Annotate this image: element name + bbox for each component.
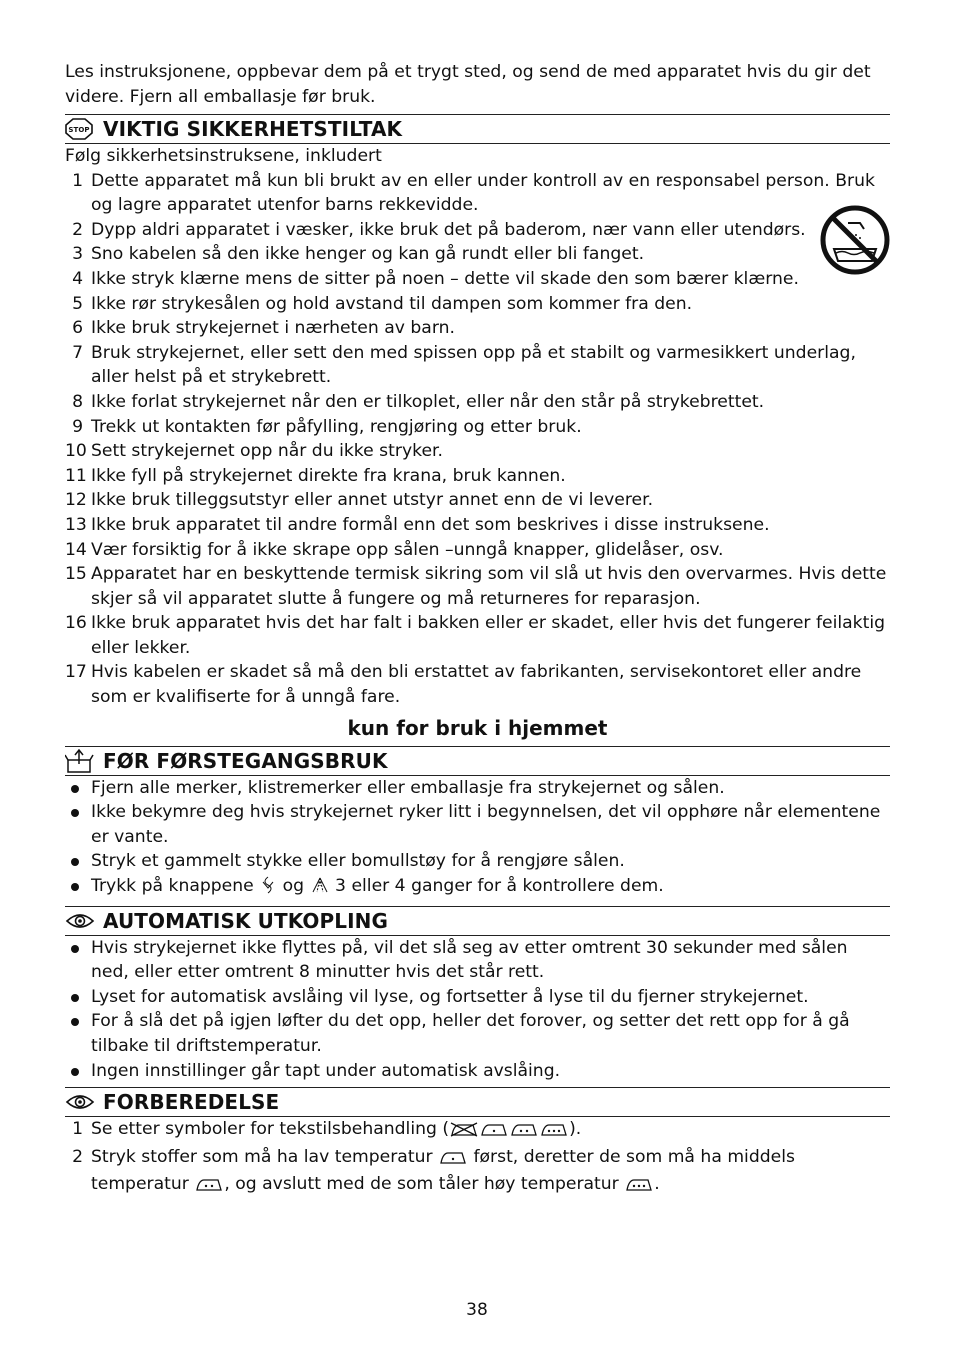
list-item: 12 Ikke bruk tilleggsutstyr eller annet utstyr annet enn de vi leverer. — [65, 490, 654, 511]
safety-list — [65, 169, 890, 710]
list-item: 15 Apparatet har en beskyttende termisk sikring som vil slå ut hvis den overvarmes. Hvis dette skjer så vil apparatet slutte å fungere og må returneres for reparasjon. — [65, 564, 887, 609]
svg-text:STOP: STOP — [68, 126, 90, 134]
iron-medium-icon — [194, 1175, 224, 1200]
list-item: 6 Ikke bruk strykejernet i nærheten av barn. — [72, 318, 455, 339]
home-use-note: kun for bruk i hjemmet — [347, 715, 608, 740]
no-bath-icon — [820, 205, 888, 273]
steam-shot-icon — [259, 876, 277, 902]
list-item: Lyset for automatisk avslåing vil lyse, og fortsetter å lyse til du fjerner strykejernet. — [65, 985, 890, 1010]
list-item: Ikke bekymre deg hvis strykejernet ryker litt i begynnelsen, det vil opphøre når elementene er vante. — [65, 800, 890, 849]
iron-high-icon — [539, 1120, 569, 1145]
list-item: 2 Dypp aldri apparatet i væsker, ikke bruk det på baderom, nær vann eller utendørs. — [72, 219, 806, 240]
list-item: Stryk et gammelt stykke eller bomullstøy for å rengjøre sålen. — [65, 849, 890, 874]
list-item: 9 Trekk ut kontakten før påfylling, rengjøring og etter bruk. — [72, 416, 582, 437]
list-item: Trykk på knappene og 3 eller 4 ganger for å kontrollere dem. — [65, 874, 890, 902]
list-item: 1 Dette apparatet må kun bli brukt av en eller under kontroll av en responsabel person. Bruk og lagre apparatet utenfor barns rekkevidde. — [72, 170, 875, 216]
list-item: 7 Bruk strykejernet, eller sett den med spissen opp på et stabilt og varmesikkert underlag, aller helst på et strykebrett. — [72, 342, 856, 388]
page-number: 38 — [466, 1300, 488, 1320]
before-first-use-list — [65, 776, 890, 902]
intro-text: Les instruksjonene, oppbevar dem på et trygt sted, og send de med apparatet hvis du gir det videre. Fjern all emballasje før bruk. — [65, 62, 871, 107]
list-item: 17 Hvis kabelen er skadet så må den bli erstattet av fabrikanten, servisekontoret eller andre som er kvalifiserte for å unngå fare. — [65, 662, 862, 708]
list-item: Hvis strykejernet ikke flyttes på, vil det slå seg av etter omtrent 30 sekunder med sålen ned, eller etter omtrent 8 minutter hvis det står rett. — [65, 936, 890, 985]
stop-icon — [65, 117, 95, 141]
preparation-heading — [65, 1087, 890, 1117]
list-item: 1 Se etter symboler for tekstilsbehandling ( ). — [65, 1117, 890, 1145]
list-item: 3 Sno kabelen så den ikke henger og kan gå rundt eller bli fanget. — [72, 244, 645, 265]
safety-title: VIKTIG SIKKERHETSTILTAK — [103, 117, 403, 141]
preparation-list — [65, 1117, 890, 1200]
unpack-box-icon — [65, 749, 95, 773]
iron-high-icon — [624, 1175, 654, 1200]
list-item: 2 Stryk stoffer som må ha lav temperatur først, deretter de som må ha middels temperatur , og avslutt med de som tåler høy temperatur . — [65, 1145, 890, 1200]
list-item: 5 Ikke rør strykesålen og hold avstand til dampen som kommer fra den. — [72, 293, 693, 314]
list-item: 11 Ikke fyll på strykejernet direkte fra krana, bruk kannen. — [65, 465, 566, 486]
list-item: 8 Ikke forlat strykejernet når den er tilkoplet, eller når den står på strykebrettet. — [72, 391, 765, 412]
spray-icon — [310, 876, 330, 902]
auto-off-title: AUTOMATISK UTKOPLING — [103, 908, 389, 933]
auto-off-heading — [65, 906, 890, 936]
no-iron-icon — [449, 1120, 479, 1145]
list-item: 4 Ikke stryk klærne mens de sitter på noen – dette vil skade den som bærer klærne. — [72, 268, 799, 289]
list-item: For å slå det på igjen løfter du det opp, heller det forover, og setter det rett opp for å gå tilbake til driftstemperatur. — [65, 1009, 890, 1058]
eye-icon — [65, 1090, 95, 1114]
preparation-title: FORBEREDELSE — [103, 1090, 280, 1115]
eye-icon — [65, 909, 95, 933]
iron-low-icon — [479, 1120, 509, 1145]
list-item: 13 Ikke bruk apparatet til andre formål enn det som beskrives i disse instruksene. — [65, 514, 770, 535]
iron-medium-icon — [509, 1120, 539, 1145]
list-item: 14 Vær forsiktig for å ikke skrape opp sålen –unngå knapper, glidelåser, osv. — [65, 539, 724, 560]
safety-lead: Følg sikkerhetsinstruksene, inkludert — [65, 146, 382, 166]
list-item: 10 Sett strykejernet opp når du ikke stryker. — [65, 441, 443, 462]
page-content — [65, 60, 890, 1200]
list-item: Fjern alle merker, klistremerker eller emballasje fra strykejernet og sålen. — [65, 776, 890, 801]
before-first-use-heading — [65, 746, 890, 776]
before-first-use-title: FØR FØRSTEGANGSBRUK — [103, 748, 388, 773]
safety-heading — [65, 114, 890, 144]
list-item: Ingen innstillinger går tapt under automatisk avslåing. — [65, 1059, 890, 1084]
iron-low-icon — [438, 1148, 468, 1173]
auto-off-list — [65, 936, 890, 1084]
list-item: 16 Ikke bruk apparatet hvis det har falt i bakken eller er skadet, eller hvis det fungerer feilaktig eller lekker. — [65, 613, 886, 658]
